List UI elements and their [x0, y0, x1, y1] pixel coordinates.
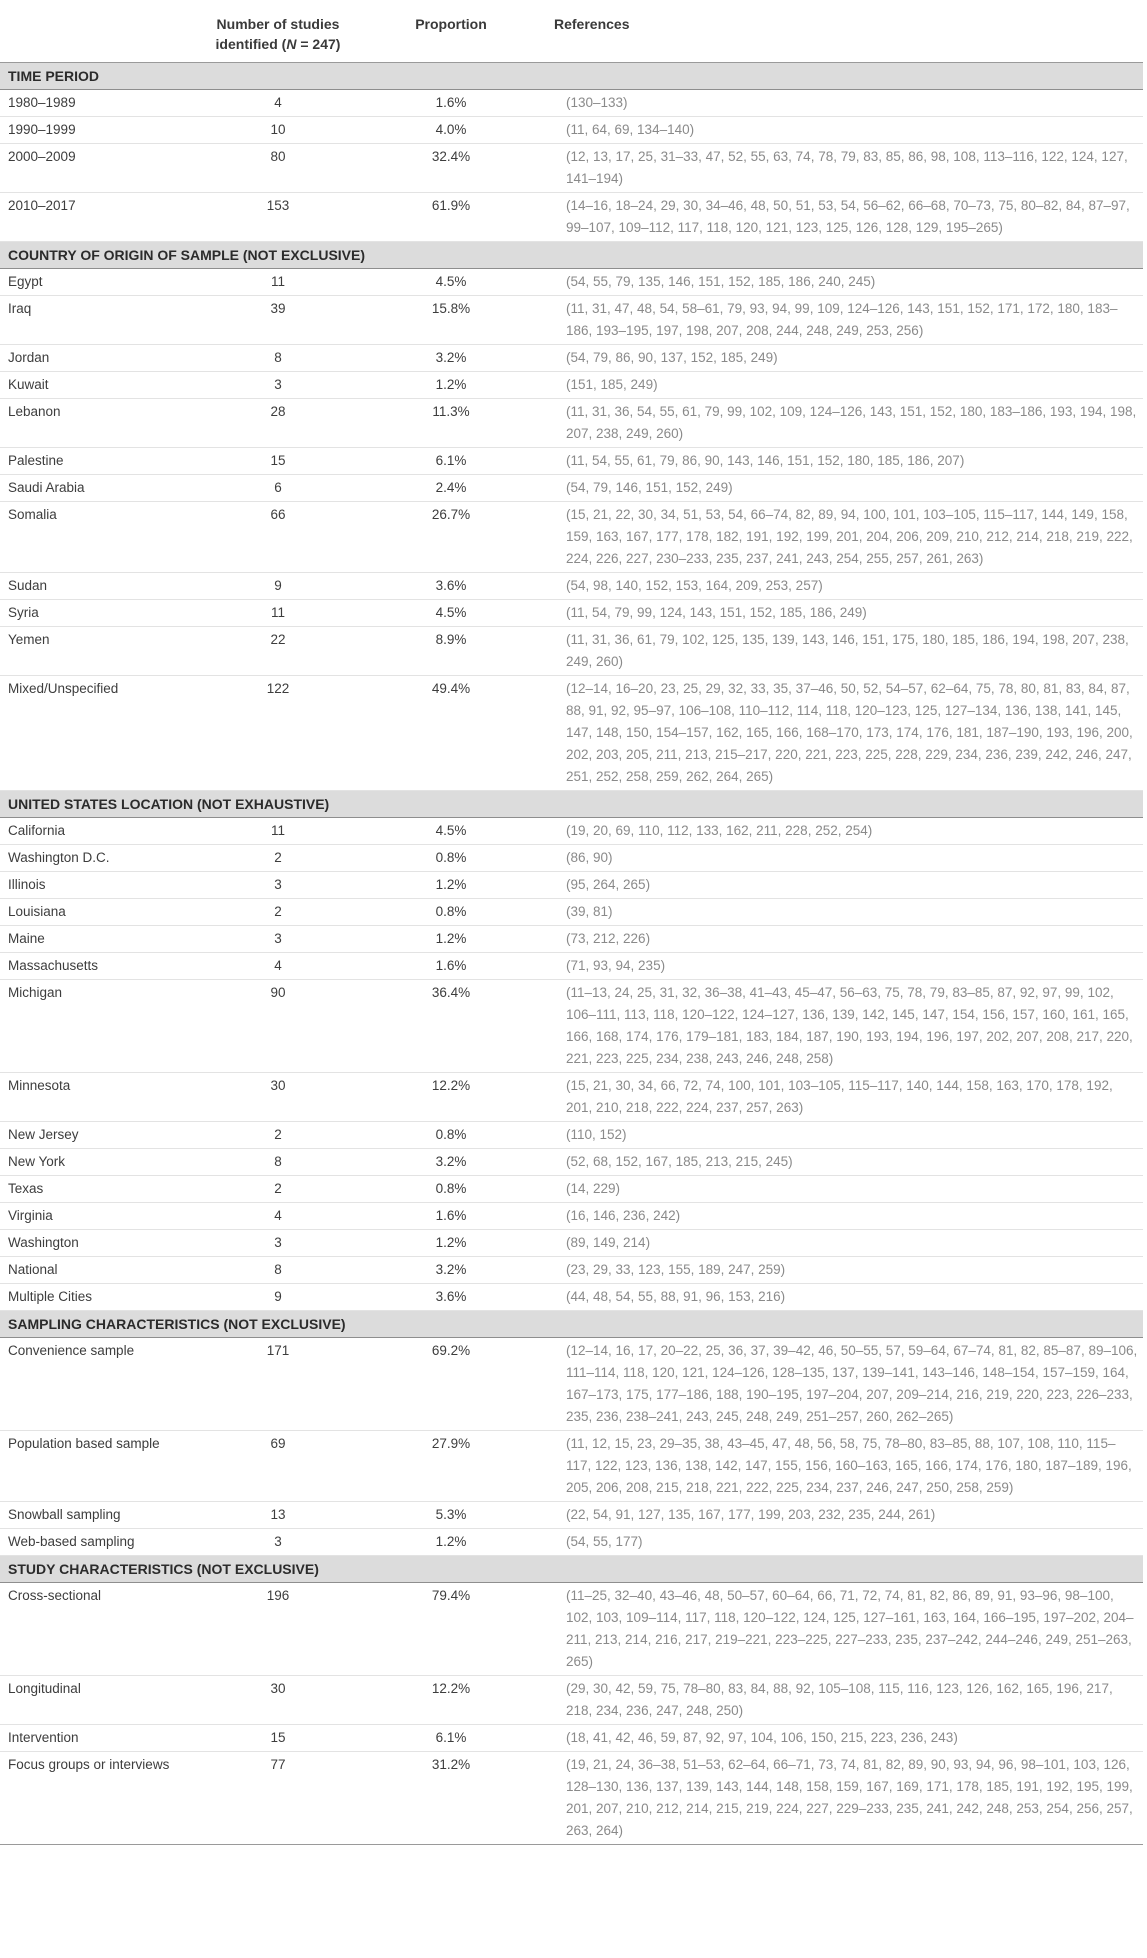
row-references: (130–133) — [546, 90, 1143, 117]
row-label: Longitudinal — [0, 1676, 200, 1725]
row-references: (44, 48, 54, 55, 88, 91, 96, 153, 216) — [546, 1284, 1143, 1311]
section-header-row — [0, 1556, 1143, 1583]
table-row — [0, 1203, 1143, 1230]
section-title: STUDY CHARACTERISTICS (NOT EXCLUSIVE) — [0, 1556, 1143, 1583]
row-label: Maine — [0, 926, 200, 953]
row-references: (54, 55, 79, 135, 146, 151, 152, 185, 186, 240, 245) — [546, 269, 1143, 296]
row-proportion: 4.5% — [354, 269, 546, 296]
row-label: Massachusetts — [0, 953, 200, 980]
row-proportion: 5.3% — [354, 1502, 546, 1529]
header-row — [0, 0, 1143, 63]
row-label: Palestine — [0, 448, 200, 475]
row-proportion: 6.1% — [354, 448, 546, 475]
section-title: COUNTRY OF ORIGIN OF SAMPLE (NOT EXCLUSIVE) — [0, 242, 1143, 269]
row-references: (52, 68, 152, 167, 185, 213, 215, 245) — [546, 1149, 1143, 1176]
row-references: (15, 21, 22, 30, 34, 51, 53, 54, 66–74, 82, 89, 94, 100, 101, 103–105, 115–117, 144, 149, 158, 159, 163, 167, 177, 178, 182, 191, 192, 199, 201, 204, 206, 209, 210, 212, 214, 218, 219, 222, 224, 226, 227, 230–233, 235, 237, 241, 243, 254, 255, 257, 261, 263) — [546, 502, 1143, 573]
row-references: (14, 229) — [546, 1176, 1143, 1203]
row-references: (11, 12, 15, 23, 29–35, 38, 43–45, 47, 48, 56, 58, 75, 78–80, 83–85, 88, 107, 108, 110, 115–117, 122, 123, 136, 138, 142, 147, 155, 156, 160–163, 165, 166, 174, 176, 180, 187–189, 196, 205, 206, 208, 215, 218, 221, 222, 225, 234, 237, 246, 247, 250, 258, 259) — [546, 1431, 1143, 1502]
row-label: Yemen — [0, 627, 200, 676]
row-count: 28 — [200, 399, 354, 448]
row-count: 2 — [200, 845, 354, 872]
table-row — [0, 600, 1143, 627]
row-proportion: 36.4% — [354, 980, 546, 1073]
count-header-line1: Number of studies — [216, 16, 340, 32]
row-proportion: 4.5% — [354, 818, 546, 845]
row-proportion: 0.8% — [354, 1122, 546, 1149]
row-proportion: 4.0% — [354, 117, 546, 144]
row-label: Intervention — [0, 1725, 200, 1752]
row-label: Washington D.C. — [0, 845, 200, 872]
row-label: Lebanon — [0, 399, 200, 448]
section-header-row — [0, 791, 1143, 818]
row-label: Syria — [0, 600, 200, 627]
count-column-header — [200, 0, 354, 63]
row-references: (12–14, 16–20, 23, 25, 29, 32, 33, 35, 37–46, 50, 52, 54–57, 62–64, 75, 78, 80, 81, 83, 84, 87, 88, 91, 92, 95–97, 106–108, 110–112, 114, 118, 120–123, 125, 127–134, 136, 138, 141, 145, 147, 148, 150, 154–157, 162, 165, 166, 168–170, 173, 174, 176, 181, 187–190, 193, 196, 200, 202, 203, 205, 211, 213, 215–217, 220, 221, 223, 225, 228, 229, 234, 236, 239, 242, 246, 247, 251, 252, 258, 259, 262, 264, 265) — [546, 676, 1143, 791]
row-count: 171 — [200, 1338, 354, 1431]
row-label: Focus groups or interviews — [0, 1752, 200, 1845]
row-count: 39 — [200, 296, 354, 345]
table-row — [0, 1284, 1143, 1311]
row-label: 1990–1999 — [0, 117, 200, 144]
row-proportion: 1.2% — [354, 872, 546, 899]
label-column-header — [0, 0, 200, 63]
row-proportion: 11.3% — [354, 399, 546, 448]
row-label: New York — [0, 1149, 200, 1176]
table-row — [0, 448, 1143, 475]
row-proportion: 1.2% — [354, 372, 546, 399]
row-label: California — [0, 818, 200, 845]
table-row — [0, 117, 1143, 144]
table-row — [0, 269, 1143, 296]
table-row — [0, 1257, 1143, 1284]
table-row — [0, 345, 1143, 372]
row-label: Kuwait — [0, 372, 200, 399]
table-row — [0, 90, 1143, 117]
table-row — [0, 926, 1143, 953]
row-proportion: 0.8% — [354, 845, 546, 872]
row-references: (18, 41, 42, 46, 59, 87, 92, 97, 104, 106, 150, 215, 223, 236, 243) — [546, 1725, 1143, 1752]
row-count: 22 — [200, 627, 354, 676]
row-references: (39, 81) — [546, 899, 1143, 926]
count-header-line2-suffix: = 247) — [296, 36, 341, 52]
row-proportion: 2.4% — [354, 475, 546, 502]
row-count: 10 — [200, 117, 354, 144]
row-references: (14–16, 18–24, 29, 30, 34–46, 48, 50, 51, 53, 54, 56–62, 66–68, 70–73, 75, 80–82, 84, 87–97, 99–107, 109–112, 117, 118, 120, 121, 123, 125, 126, 128, 129, 195–265) — [546, 193, 1143, 242]
row-label: Washington — [0, 1230, 200, 1257]
row-references: (11, 31, 36, 61, 79, 102, 125, 135, 139, 143, 146, 151, 175, 180, 185, 186, 194, 198, 207, 238, 249, 260) — [546, 627, 1143, 676]
row-count: 11 — [200, 269, 354, 296]
row-label: 1980–1989 — [0, 90, 200, 117]
row-label: Texas — [0, 1176, 200, 1203]
row-references: (54, 79, 86, 90, 137, 152, 185, 249) — [546, 345, 1143, 372]
row-proportion: 3.6% — [354, 1284, 546, 1311]
table-row — [0, 872, 1143, 899]
row-label: Convenience sample — [0, 1338, 200, 1431]
table-row — [0, 1176, 1143, 1203]
row-references: (89, 149, 214) — [546, 1230, 1143, 1257]
row-label: Egypt — [0, 269, 200, 296]
row-references: (54, 55, 177) — [546, 1529, 1143, 1556]
row-label: Virginia — [0, 1203, 200, 1230]
row-count: 9 — [200, 573, 354, 600]
table-row — [0, 818, 1143, 845]
row-references: (11, 31, 47, 48, 54, 58–61, 79, 93, 94, 99, 109, 124–126, 143, 151, 152, 171, 172, 180, 183–186, 193–195, 197, 198, 207, 208, 244, 248, 249, 253, 256) — [546, 296, 1143, 345]
row-proportion: 79.4% — [354, 1583, 546, 1676]
table-row — [0, 1502, 1143, 1529]
table-row — [0, 1583, 1143, 1676]
table-row — [0, 953, 1143, 980]
row-references: (11, 64, 69, 134–140) — [546, 117, 1143, 144]
proportion-column-header: Proportion — [354, 0, 546, 63]
table-row — [0, 1122, 1143, 1149]
row-proportion: 0.8% — [354, 899, 546, 926]
row-count: 2 — [200, 1176, 354, 1203]
table-row — [0, 1230, 1143, 1257]
row-label: 2000–2009 — [0, 144, 200, 193]
table-row — [0, 676, 1143, 791]
row-references: (71, 93, 94, 235) — [546, 953, 1143, 980]
section-header-row — [0, 1311, 1143, 1338]
row-count: 9 — [200, 1284, 354, 1311]
table-row — [0, 1752, 1143, 1845]
row-proportion: 32.4% — [354, 144, 546, 193]
row-label: Web-based sampling — [0, 1529, 200, 1556]
row-label: Multiple Cities — [0, 1284, 200, 1311]
row-count: 3 — [200, 872, 354, 899]
row-count: 30 — [200, 1073, 354, 1122]
table-header — [0, 0, 1143, 63]
row-label: Sudan — [0, 573, 200, 600]
table-row — [0, 1529, 1143, 1556]
row-label: Michigan — [0, 980, 200, 1073]
row-references: (29, 30, 42, 59, 75, 78–80, 83, 84, 88, 92, 105–108, 115, 116, 123, 126, 162, 165, 196, 217, 218, 234, 236, 247, 248, 250) — [546, 1676, 1143, 1725]
row-count: 4 — [200, 1203, 354, 1230]
row-proportion: 12.2% — [354, 1073, 546, 1122]
row-count: 153 — [200, 193, 354, 242]
row-references: (54, 98, 140, 152, 153, 164, 209, 253, 257) — [546, 573, 1143, 600]
row-proportion: 1.2% — [354, 1230, 546, 1257]
row-references: (22, 54, 91, 127, 135, 167, 177, 199, 203, 232, 235, 244, 261) — [546, 1502, 1143, 1529]
table-row — [0, 399, 1143, 448]
row-references: (15, 21, 30, 34, 66, 72, 74, 100, 101, 103–105, 115–117, 140, 144, 158, 163, 170, 178, 192, 201, 210, 218, 222, 224, 237, 257, 263) — [546, 1073, 1143, 1122]
row-count: 11 — [200, 818, 354, 845]
table-row — [0, 845, 1143, 872]
table-row — [0, 627, 1143, 676]
table-row — [0, 193, 1143, 242]
row-references: (12–14, 16, 17, 20–22, 25, 36, 37, 39–42, 46, 50–55, 57, 59–64, 67–74, 81, 82, 85–87, 89–106, 111–114, 118, 120, 121, 124–126, 128–135, 137, 139–141, 143–146, 148–154, 157–159, 164, 167–173, 175, 177–186, 188, 190–195, 197–204, 207, 209–214, 216, 219, 220, 223, 226–233, 235, 236, 238–241, 243, 245, 248, 249, 251–257, 260, 262–265) — [546, 1338, 1143, 1431]
row-proportion: 27.9% — [354, 1431, 546, 1502]
row-label: Snowball sampling — [0, 1502, 200, 1529]
row-count: 3 — [200, 1230, 354, 1257]
row-proportion: 6.1% — [354, 1725, 546, 1752]
table-row — [0, 573, 1143, 600]
row-count: 8 — [200, 1149, 354, 1176]
section-title: TIME PERIOD — [0, 63, 1143, 90]
table-body — [0, 63, 1143, 1845]
row-label: National — [0, 1257, 200, 1284]
row-label: Somalia — [0, 502, 200, 573]
row-count: 4 — [200, 953, 354, 980]
row-references: (11–25, 32–40, 43–46, 48, 50–57, 60–64, 66, 71, 72, 74, 81, 82, 86, 89, 91, 93–96, 98–100, 102, 103, 109–114, 117, 118, 120–122, 124, 125, 127–161, 163, 164, 166–195, 197–202, 204–211, 213, 214, 216, 217, 219–221, 223–225, 227–233, 235, 237–242, 244–246, 249, 251–263, 265) — [546, 1583, 1143, 1676]
row-label: Iraq — [0, 296, 200, 345]
row-label: 2010–2017 — [0, 193, 200, 242]
row-label: Louisiana — [0, 899, 200, 926]
table-row — [0, 1073, 1143, 1122]
row-proportion: 26.7% — [354, 502, 546, 573]
row-label: Saudi Arabia — [0, 475, 200, 502]
row-label: Minnesota — [0, 1073, 200, 1122]
row-count: 3 — [200, 372, 354, 399]
row-proportion: 69.2% — [354, 1338, 546, 1431]
row-count: 13 — [200, 1502, 354, 1529]
row-count: 196 — [200, 1583, 354, 1676]
references-column-header: References — [546, 0, 1143, 63]
row-count: 15 — [200, 1725, 354, 1752]
row-proportion: 1.6% — [354, 1203, 546, 1230]
row-references: (23, 29, 33, 123, 155, 189, 247, 259) — [546, 1257, 1143, 1284]
row-count: 2 — [200, 1122, 354, 1149]
section-title: UNITED STATES LOCATION (NOT EXHAUSTIVE) — [0, 791, 1143, 818]
row-proportion: 3.2% — [354, 345, 546, 372]
row-references: (95, 264, 265) — [546, 872, 1143, 899]
row-count: 80 — [200, 144, 354, 193]
row-label: New Jersey — [0, 1122, 200, 1149]
row-references: (11, 31, 36, 54, 55, 61, 79, 99, 102, 109, 124–126, 143, 151, 152, 180, 183–186, 193, 194, 198, 207, 238, 249, 260) — [546, 399, 1143, 448]
row-references: (110, 152) — [546, 1122, 1143, 1149]
row-count: 30 — [200, 1676, 354, 1725]
row-count: 8 — [200, 345, 354, 372]
row-references: (12, 13, 17, 25, 31–33, 47, 52, 55, 63, 74, 78, 79, 83, 85, 86, 98, 108, 113–116, 122, 124, 127, 141–194) — [546, 144, 1143, 193]
row-count: 3 — [200, 1529, 354, 1556]
row-proportion: 1.2% — [354, 1529, 546, 1556]
row-count: 15 — [200, 448, 354, 475]
row-count: 69 — [200, 1431, 354, 1502]
row-count: 6 — [200, 475, 354, 502]
row-references: (86, 90) — [546, 845, 1143, 872]
row-references: (11, 54, 55, 61, 79, 86, 90, 143, 146, 151, 152, 180, 185, 186, 207) — [546, 448, 1143, 475]
row-label: Mixed/Unspecified — [0, 676, 200, 791]
count-header-line2-prefix: identified ( — [215, 36, 287, 52]
table-row — [0, 1431, 1143, 1502]
row-count: 2 — [200, 899, 354, 926]
row-references: (73, 212, 226) — [546, 926, 1143, 953]
table-row — [0, 1676, 1143, 1725]
row-proportion: 61.9% — [354, 193, 546, 242]
row-proportion: 49.4% — [354, 676, 546, 791]
row-references: (151, 185, 249) — [546, 372, 1143, 399]
row-count: 4 — [200, 90, 354, 117]
row-references: (16, 146, 236, 242) — [546, 1203, 1143, 1230]
row-references: (11, 54, 79, 99, 124, 143, 151, 152, 185, 186, 249) — [546, 600, 1143, 627]
row-references: (54, 79, 146, 151, 152, 249) — [546, 475, 1143, 502]
row-label: Cross-sectional — [0, 1583, 200, 1676]
row-label: Population based sample — [0, 1431, 200, 1502]
table-row — [0, 1725, 1143, 1752]
row-proportion: 31.2% — [354, 1752, 546, 1845]
section-header-row — [0, 242, 1143, 269]
row-count: 77 — [200, 1752, 354, 1845]
table-row — [0, 1338, 1143, 1431]
row-proportion: 1.6% — [354, 953, 546, 980]
row-references: (19, 20, 69, 110, 112, 133, 162, 211, 228, 252, 254) — [546, 818, 1143, 845]
row-proportion: 12.2% — [354, 1676, 546, 1725]
section-header-row — [0, 63, 1143, 90]
row-proportion: 8.9% — [354, 627, 546, 676]
row-count: 3 — [200, 926, 354, 953]
row-count: 90 — [200, 980, 354, 1073]
table-row — [0, 502, 1143, 573]
row-proportion: 3.2% — [354, 1257, 546, 1284]
row-label: Illinois — [0, 872, 200, 899]
row-proportion: 15.8% — [354, 296, 546, 345]
row-count: 122 — [200, 676, 354, 791]
row-count: 11 — [200, 600, 354, 627]
row-references: (11–13, 24, 25, 31, 32, 36–38, 41–43, 45–47, 56–63, 75, 78, 79, 83–85, 87, 92, 97, 99, 102, 106–111, 113, 118, 120–122, 124–127, 136, 139, 142, 145, 147, 154, 156, 157, 160, 161, 165, 166, 168, 174, 176, 179–181, 183, 184, 187, 190, 193, 194, 196, 197, 202, 207, 208, 217, 220, 221, 223, 225, 234, 238, 243, 246, 248, 258) — [546, 980, 1143, 1073]
row-references: (19, 21, 24, 36–38, 51–53, 62–64, 66–71, 73, 74, 81, 82, 89, 90, 93, 94, 96, 98–101, 103, 126, 128–130, 136, 137, 139, 143, 144, 148, 158, 159, 167, 169, 171, 178, 185, 191, 192, 195, 199, 201, 207, 210, 212, 214, 215, 219, 224, 227, 229–233, 235, 241, 242, 248, 253, 254, 256, 257, 263, 264) — [546, 1752, 1143, 1845]
row-proportion: 3.6% — [354, 573, 546, 600]
table-row — [0, 296, 1143, 345]
row-proportion: 1.6% — [354, 90, 546, 117]
row-proportion: 0.8% — [354, 1176, 546, 1203]
table-row — [0, 144, 1143, 193]
row-count: 66 — [200, 502, 354, 573]
table-row — [0, 899, 1143, 926]
table-row — [0, 372, 1143, 399]
row-proportion: 1.2% — [354, 926, 546, 953]
row-proportion: 4.5% — [354, 600, 546, 627]
row-label: Jordan — [0, 345, 200, 372]
table-row — [0, 1149, 1143, 1176]
section-title: SAMPLING CHARACTERISTICS (NOT EXCLUSIVE) — [0, 1311, 1143, 1338]
table-row — [0, 475, 1143, 502]
row-count: 8 — [200, 1257, 354, 1284]
row-proportion: 3.2% — [354, 1149, 546, 1176]
table-row — [0, 980, 1143, 1073]
count-header-n: N — [286, 36, 297, 52]
